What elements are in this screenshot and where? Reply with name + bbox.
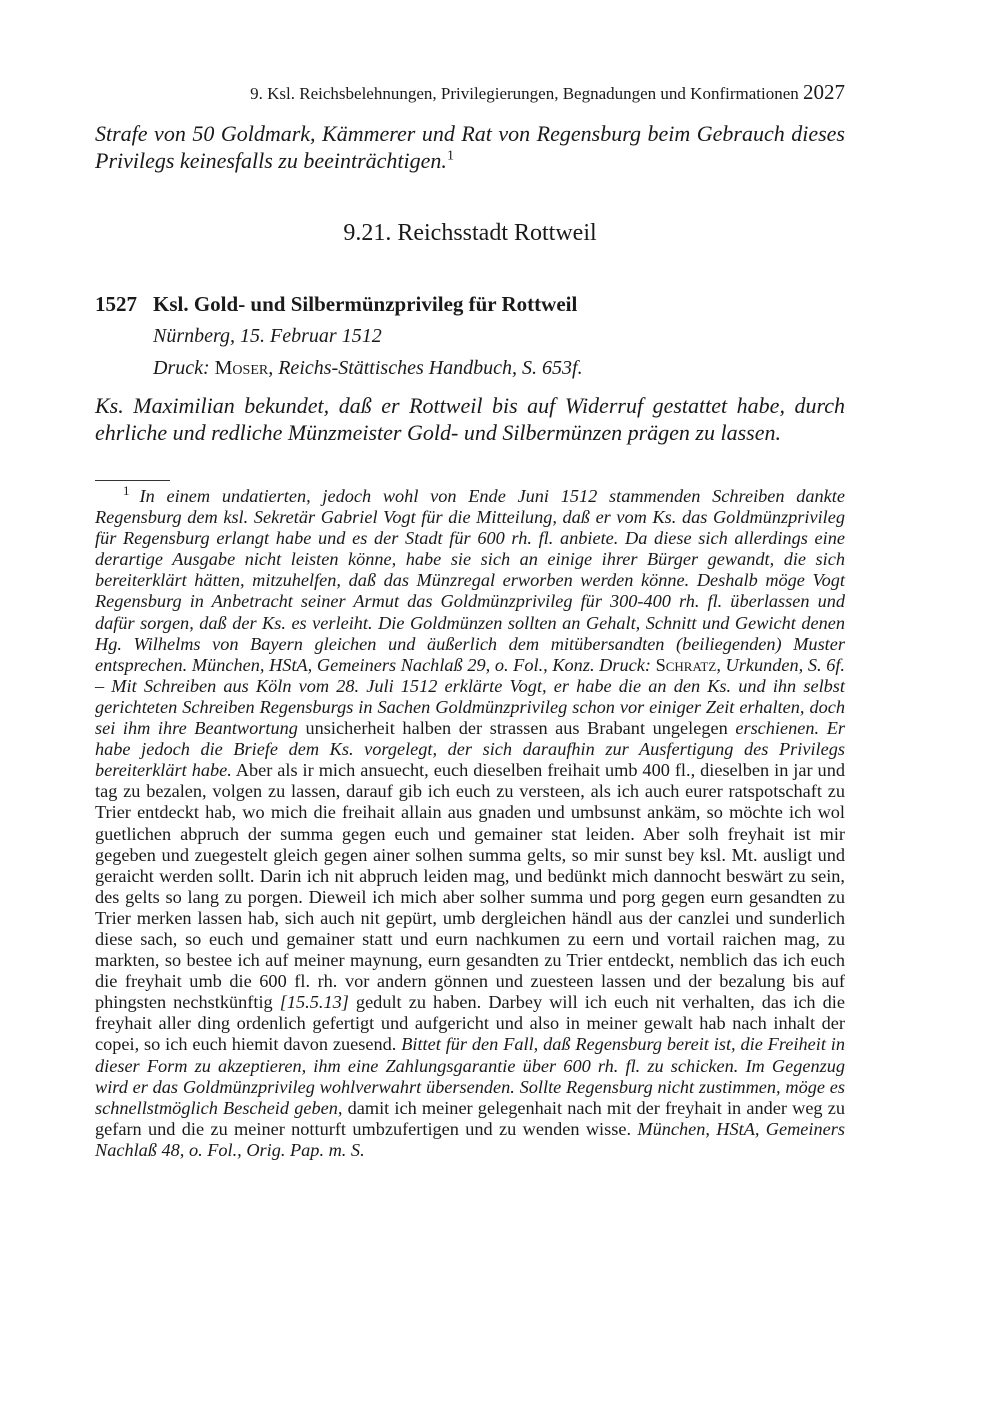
entry-number: 1527	[95, 292, 137, 316]
footnote-part-5: [15.5.13]	[279, 992, 349, 1013]
lead-paragraph	[95, 120, 845, 174]
entry-print-reference	[153, 357, 583, 380]
page-number: 2027	[803, 80, 845, 104]
footnote-part-8: damit ich meiner gelegenhait nach mit der freyhait in ander weg zu gefarn und die zu meiner notturft umbzufertigen und zu wenden wisse.	[95, 1097, 845, 1139]
print-label: Druck:	[153, 357, 210, 379]
footnote-part-2: unsicherheit halben der strassen aus Brabant ungelegen	[297, 718, 736, 739]
footnote-part-1b: , Urkunden, S. 6f. – Mit Schreiben aus Köln vom 28. Juli 1512 erklärte Vogt, er habe die an den Ks. und ihn selbst gerichteten Schreiben Regensburgs in Sachen Goldmünzprivileg schon vor einiger Zeit erhalten, doch sei ihm ihre Beantwortung	[95, 654, 845, 739]
footnote-part-4: Aber als ir mich ansuecht, euch dieselben freihait umb 400 fl., dieselben in jar und tag zu bezalen, volgen zu lassen, darauf gib ich euch zu versteen, als ich auch eurer ratspotschaft zu Trier entdeckt hab, wo mich die freihait allain aus gnaden und umbsunst ankäm, so möchte ich wol guetlichen abpruch der summa gegen euch und gemainer stat leiden. Aber solh freyhait ist mir gegeben und zuegestelt gleich gegen ainer solhen summa gelts, so mir sunst bey ksl. Mt. ausligt und geraicht werden sollt. Darin ich nit abpruch leiden mag, und bedünkt mich dannocht beswärt zu sein, des gelts so lang zu porgen. Dieweil ich mich aber solher summa und porg gegen eurn gesandten zu Trier merken lassen hab, sich auch nit gepürt, umb dergleichen händl aus der canzlei und sunderlich diese sach, so euch und gemainer statt und eurn nachkumen zu eern und vortail raichen mag, zu markten, so bestee ich auf meiner maynung, eurn gesandten zu Trier entdeckt, nemblich das ich euch die freyhait umb die 600 fl. rh. vor andern gönnen und zuesteen lassen und der bezalung bis auf phingsten nechstkünftig	[95, 760, 845, 1013]
footnote-reference[interactable]: 1	[446, 148, 454, 164]
running-head	[150, 80, 845, 105]
lead-text: Strafe von 50 Goldmark, Kämmerer und Rat von Regensburg beim Gebrauch dieses Privilegs keinesfalls zu beeinträchtigen.	[95, 121, 845, 173]
footnote	[95, 482, 845, 1161]
footnote-mark: 1	[123, 482, 130, 498]
entry-heading	[95, 292, 845, 317]
print-rest: , Reichs-Stättisches Handbuch, S. 653f.	[268, 357, 583, 379]
print-author: Moser	[214, 357, 269, 379]
running-head-text: 9. Ksl. Reichsbelehnungen, Privilegierungen, Begnadungen und Konfirmationen	[250, 84, 799, 103]
entry-regest: Ks. Maximilian bekundet, daß er Rottweil bis auf Widerruf gestattet habe, durch ehrliche und redliche Münzmeister Gold- und Silbermünzen prägen zu lassen.	[95, 393, 845, 445]
footnote-part-9: München, HStA, Gemeiners Nachlaß 48, o. Fol., Orig. Pap. m. S.	[95, 1118, 845, 1160]
footnote-part-6: gedult zu haben. Darbey will ich euch nit verhalten, das ich die freyhait aller ding ordenlich gefertigt und aufgericht und also in meiner gewalt hab nach inhalt der copei, so ich euch hiemit davon zuesend.	[95, 992, 845, 1055]
footnote-part-1: In einem undatierten, jedoch wohl von Ende Juni 1512 stammenden Schreiben dankte Regensburg dem ksl. Sekretär Gabriel Vogt für die Mitteilung, daß er vom Ks. das Goldmünzprivileg für Regensburg erlangt habe und es der Stadt für 600 rh. fl. anbiete. Da diese sich allerdings eine derartige Ausgabe nicht leisten könne, habe sie sich an einige ihrer Bürger gewandt, die sich bereiterklärt hätten, mitzuhelfen, daß das Münzregal erworben werden könne. Deshalb möge Vogt Regensburg in Anbetracht seiner Armut das Goldmünzprivileg für 300-400 rh. fl. überlassen und dafür sorgen, daß der Ks. es verleiht. Die Goldmünzen sollten an Gehalt, Schnitt und Gewicht denen Hg. Wilhelms von Bayern gleichen und äußerlich dem mitübersandten (beiliegenden) Muster entsprechen. München, HStA, Gemeiners Nachlaß 29, o. Fol., Konz. Druck:	[95, 486, 845, 675]
footnote-part-3: erschienen. Er habe jedoch die Briefe dem Ks. vorgelegt, der sich daraufhin zur Ausfertigung des Privilegs bereiterklärt habe.	[95, 718, 845, 781]
entry-title: Ksl. Gold- und Silbermünzprivileg für Rottweil	[153, 292, 578, 316]
section-title: 9.21. Reichsstadt Rottweil	[343, 220, 597, 246]
footnote-part-7: Bittet für den Fall, daß Regensburg bereit ist, die Freiheit in dieser Form zu akzeptieren, ihm eine Zahlungsgarantie über 600 rh. fl. zu schicken. Im Gegenzug wird er das Goldmünzprivileg wohlverwahrt übersenden. Sollte Regensburg nicht zustimmen, möge es schnellstmöglich Bescheid geben,	[95, 1034, 845, 1118]
footnote-rule	[95, 480, 170, 481]
entry-place-date: Nürnberg, 15. Februar 1512	[153, 325, 382, 347]
footnote-author: Schratz	[655, 654, 717, 675]
